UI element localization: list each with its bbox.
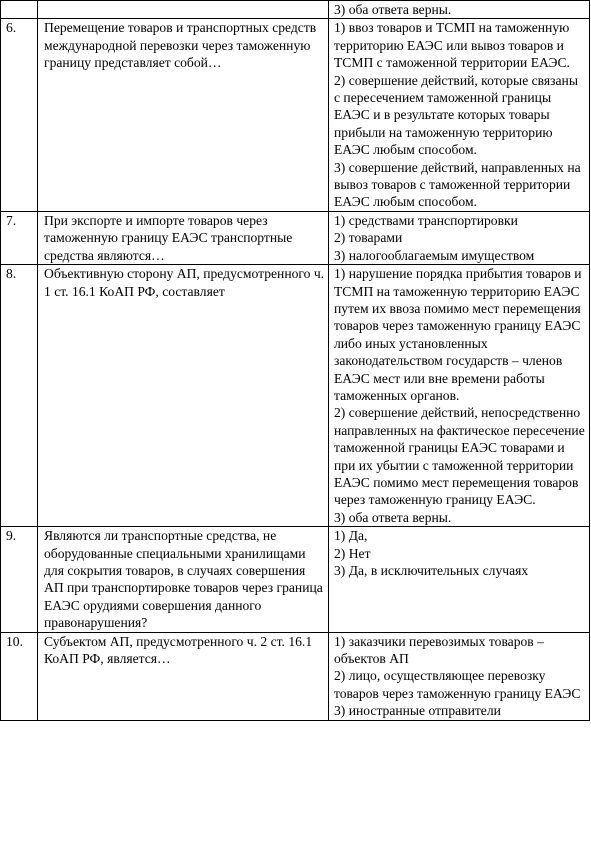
question-text: При экспорте и импорте товаров через таможенную границу ЕАЭС транспортные средства являются… — [38, 211, 329, 264]
answer-option: 3) совершение действий, направленных на вывоз товаров с таможенной территории ЕАЭС любым способом. — [334, 159, 581, 210]
answer-options — [329, 19, 590, 211]
answer-option: 1) средствами транспортировки — [334, 212, 518, 228]
table-row — [1, 211, 590, 264]
question-text: Перемещение товаров и транспортных средств международной перевозки через таможенную границу представляет собой… — [38, 19, 329, 211]
question-number: 6. — [1, 19, 38, 211]
answer-option: 1) ввоз товаров и ТСМП на таможенную территорию ЕАЭС или вывоз товаров и ТСМП с таможенной территории ЕАЭС. — [334, 20, 570, 71]
answer-option: 3) налогооблагаемым имуществом — [334, 247, 535, 263]
answer-options — [329, 632, 590, 720]
answer-option: 2) лицо, осуществляющее перевозку товаров через таможенную границу ЕАЭС — [334, 668, 581, 701]
answer-options — [329, 1, 590, 19]
question-text: Являются ли транспортные средства, не оборудованные специальными хранилищами для сокрытия товаров, в случаях совершения АП при транспортировке товаров через граница ЕАЭС орудиями совершения данного правонарушения? — [38, 527, 329, 632]
answer-option: 2) совершение действий, непосредственно направленных на фактическое пересечение таможенной границы ЕАЭС товарами и при их убытии с таможенной территории ЕАЭС помимо мест перемещения товаров через таможенную границу ЕАЭС. — [334, 405, 585, 508]
answer-option: 3) Да, в исключительных случаях — [334, 563, 529, 578]
answer-option: 2) товарами — [334, 230, 403, 246]
answer-option: 2) Нет — [334, 545, 371, 561]
question-number: 8. — [1, 265, 38, 527]
question-number — [1, 1, 38, 19]
answer-options — [329, 211, 590, 264]
table-row — [1, 1, 590, 19]
table-row — [1, 19, 590, 211]
question-number: 9. — [1, 527, 38, 632]
question-text — [38, 1, 329, 19]
question-text: Субъектом АП, предусмотренного ч. 2 ст. 16.1 КоАП РФ, является… — [38, 632, 329, 720]
answer-option: 3) оба ответа верны. — [334, 509, 452, 525]
answer-option: 3) иностранные отправители — [334, 703, 501, 719]
answer-option: 1) заказчики перевозимых товаров – объектов АП — [334, 633, 544, 667]
answer-option: 1) нарушение порядка прибытия товаров и ТСМП на таможенную территорию ЕАЭС путем их ввоза помимо мест перемещения товаров через таможенную границу ЕАЭС либо иных установленных законодательством государств – членов ЕАЭС мест или вне времени работы таможенных органов. — [334, 266, 582, 403]
answer-options — [329, 265, 590, 527]
answer-options — [329, 527, 590, 632]
table-row — [1, 527, 590, 632]
answer-option: 3) оба ответа верны. — [334, 2, 452, 17]
answer-option: 2) совершение действий, которые связаны с пересечением таможенной границы ЕАЭС и в результате которых товары прибыли на таможенную территорию ЕАЭС любым способом. — [334, 72, 578, 158]
table-row — [1, 632, 590, 720]
question-text: Объективную сторону АП, предусмотренного ч. 1 ст. 16.1 КоАП РФ, составляет — [38, 265, 329, 527]
question-number: 10. — [1, 632, 38, 720]
question-number: 7. — [1, 211, 38, 264]
table-row — [1, 265, 590, 527]
answer-option: 1) Да, — [334, 528, 368, 544]
